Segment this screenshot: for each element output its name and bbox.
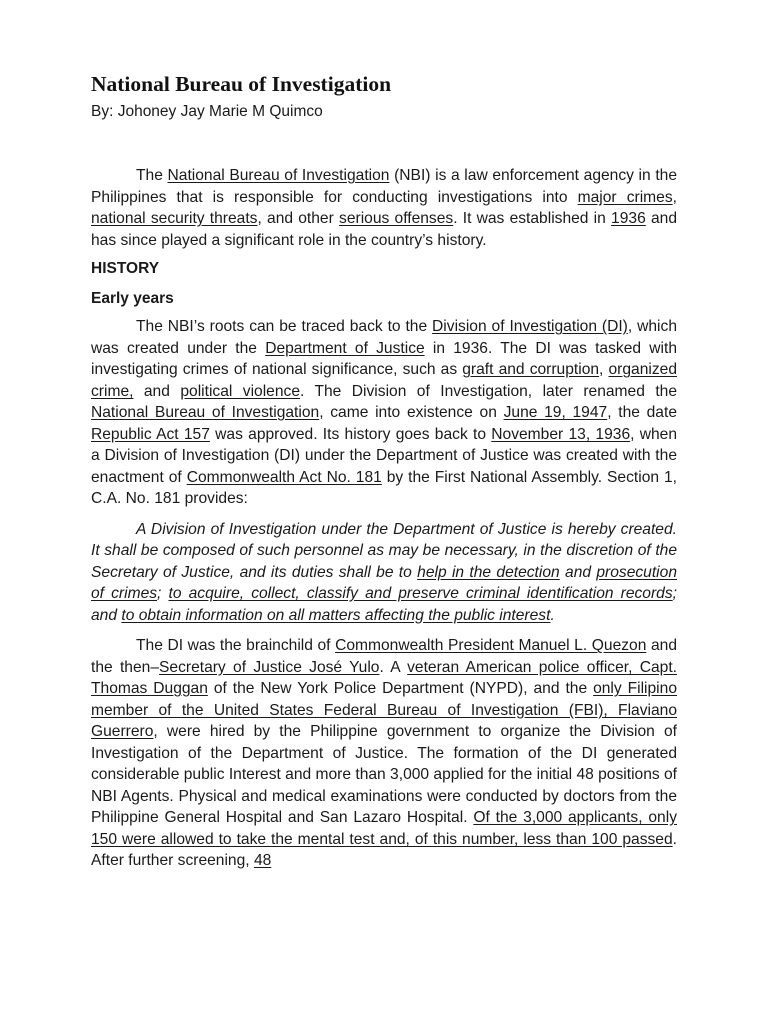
underlined-link-text[interactable]: Republic Act 157 (91, 425, 210, 443)
underlined-link-text[interactable]: 1936 (611, 210, 646, 227)
document-title: National Bureau of Investigation (91, 72, 392, 96)
text-run: The (136, 167, 168, 184)
underlined-link-text[interactable]: Secretary of Justice José Yulo (159, 658, 380, 676)
underlined-link-text[interactable]: to acquire, collect, classify and preserve criminal identification records (168, 585, 673, 602)
underlined-link-text[interactable]: June 19, 1947 (503, 404, 608, 421)
underlined-link-text[interactable]: help in the detection (417, 563, 560, 581)
text-run: A Division of Investigation under the Department of Justice is hereby created. It shall be composed of such personnel as may be necessary, in the discretion of the Secretary of Justice, and its duties shall be to (91, 520, 677, 581)
history-paragraph-2 (91, 635, 677, 872)
text-run: in 1936. The DI was tasked with investigating crimes of national significance, such as (91, 339, 677, 378)
underlined-link-text[interactable]: Commonwealth President Manuel L. Quezon (335, 637, 647, 654)
text-run: , (599, 361, 609, 378)
text-run: and (133, 382, 181, 400)
history-paragraph-1 (91, 316, 677, 510)
text-run: and (559, 563, 597, 581)
underlined-link-text[interactable]: November 13, 1936 (491, 425, 631, 443)
intro-paragraph (91, 165, 677, 251)
underlined-link-text[interactable]: Division of Investigation (DI) (432, 318, 628, 335)
text-run: of the New York Police Department (NYPD), and the (207, 680, 594, 697)
text-run: ; (157, 585, 169, 602)
underlined-link-text[interactable]: only Filipino member of the United States Federal Bureau of Investigation (FBI), Flaviano Guerrero (91, 680, 677, 740)
text-run: , were hired by the Philippine government to organize the Division of Investigation of the Department of Justice. The formation of the DI generated considerable public Interest and more than 3,000 applied for the initial 48 positions of NBI Agents. Physical and medical examinations were conducted by doctors from the Philippine General Hospital and San Lazaro Hospital. (91, 723, 678, 826)
text-run: The DI was the brainchild of (136, 637, 336, 654)
underlined-link-text[interactable]: Department of Justice (265, 339, 425, 357)
text-run: , and other (257, 210, 340, 227)
text-run: . It was established in (453, 210, 612, 227)
text-run: , (672, 188, 677, 206)
underlined-link-text[interactable]: organized crime, (91, 361, 677, 400)
text-run: was approved. Its history goes back to (209, 425, 492, 443)
text-run: The NBI’s roots can be traced back to the (136, 318, 433, 335)
underlined-link-text[interactable]: prosecution of crimes (91, 563, 677, 602)
underlined-link-text[interactable]: Commonwealth Act No. 181 (186, 468, 382, 486)
underlined-link-text[interactable]: major crimes (577, 188, 673, 206)
underlined-link-text[interactable]: National Bureau of Investigation (167, 167, 390, 184)
text-run: . After further screening, (91, 830, 677, 869)
underlined-link-text[interactable]: veteran American police officer, Capt. Thomas Duggan (91, 658, 677, 697)
text-run: . The Division of Investigation, later renamed the (300, 382, 677, 400)
text-run: , the date (607, 404, 677, 421)
quoted-provision (91, 519, 677, 627)
underlined-link-text[interactable]: graft and corruption (462, 361, 600, 378)
text-run: . A (379, 658, 408, 676)
underlined-link-text[interactable]: Of the 3,000 applicants, only 150 were allowed to take the mental test and, of this number, less than 100 passed (91, 809, 677, 848)
text-run: , came into existence on (319, 404, 504, 421)
underlined-link-text[interactable]: National Bureau of Investigation (91, 404, 320, 421)
text-run: by the First National Assembly. Section 1, C.A. No. 181 provides: (91, 468, 677, 507)
author-byline: By: Johoney Jay Marie M Quimco (91, 103, 323, 120)
subsection-heading-early-years: Early years (91, 290, 174, 307)
underlined-link-text[interactable]: political violence (180, 382, 300, 400)
text-run: (NBI) is a law enforcement agency in the Philippines that is responsible for conducting investigations into (91, 167, 678, 206)
text-run: and the then– (91, 637, 677, 676)
text-run: and has since played a significant role in the country’s history. (91, 210, 677, 249)
text-run: , which was created under the (91, 318, 677, 357)
underlined-link-text[interactable]: serious offenses (339, 210, 454, 227)
text-run: . (550, 606, 555, 624)
text-run: ; and (91, 585, 677, 624)
section-heading-history: HISTORY (91, 260, 160, 277)
underlined-link-text[interactable]: national security threats (91, 210, 258, 227)
text-run: , when a Division of Investigation (DI) under the Department of Justice was created with the enactment of (91, 425, 678, 486)
underlined-link-text[interactable]: to obtain information on all matters affecting the public interest (121, 606, 551, 624)
underlined-link-text[interactable]: 48 (253, 852, 272, 869)
